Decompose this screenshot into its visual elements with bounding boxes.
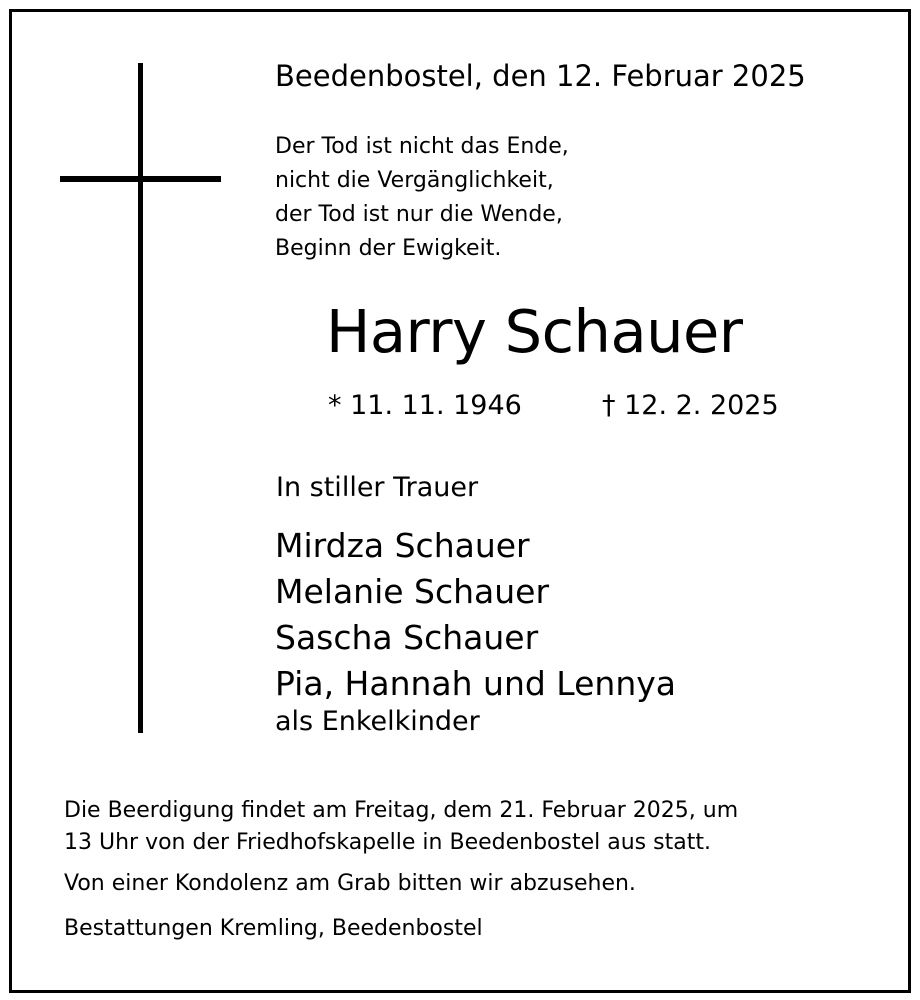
funeral-notice	[64, 795, 738, 859]
funeral-line: Die Beerdigung findet am Freitag, dem 21. Februar 2025, um	[64, 798, 739, 823]
funeral-line: 13 Uhr von der Friedhofskapelle in Beedenbostel aus statt.	[64, 830, 711, 855]
condolence-note: Von einer Kondolenz am Grab bitten wir abzusehen.	[64, 871, 636, 896]
poem-line: nicht die Vergänglichkeit,	[275, 168, 554, 193]
undertaker: Bestattungen Kremling, Beedenbostel	[64, 916, 483, 941]
death-date: † 12. 2. 2025	[602, 390, 779, 421]
grandchildren-note: als Enkelkinder	[275, 706, 480, 737]
birth-date: * 11. 11. 1946	[328, 390, 522, 421]
poem-line: der Tod ist nur die Wende,	[275, 202, 563, 227]
mourner-name: Pia, Hannah und Lennya	[275, 664, 676, 703]
mourning-line: In stiller Trauer	[276, 472, 479, 503]
poem-line: Beginn der Ewigkeit.	[275, 236, 502, 261]
mourner-name: Melanie Schauer	[275, 572, 550, 611]
place-date: Beedenbostel, den 12. Februar 2025	[275, 59, 806, 93]
poem-line: Der Tod ist nicht das Ende,	[275, 134, 569, 159]
mourner-name: Mirdza Schauer	[275, 526, 530, 565]
deceased-name: Harry Schauer	[326, 297, 743, 366]
cross-horizontal-bar	[60, 176, 221, 182]
cross-vertical-bar	[138, 63, 143, 733]
poem	[275, 130, 569, 266]
mourners-list	[275, 523, 676, 707]
mourner-name: Sascha Schauer	[275, 618, 539, 657]
